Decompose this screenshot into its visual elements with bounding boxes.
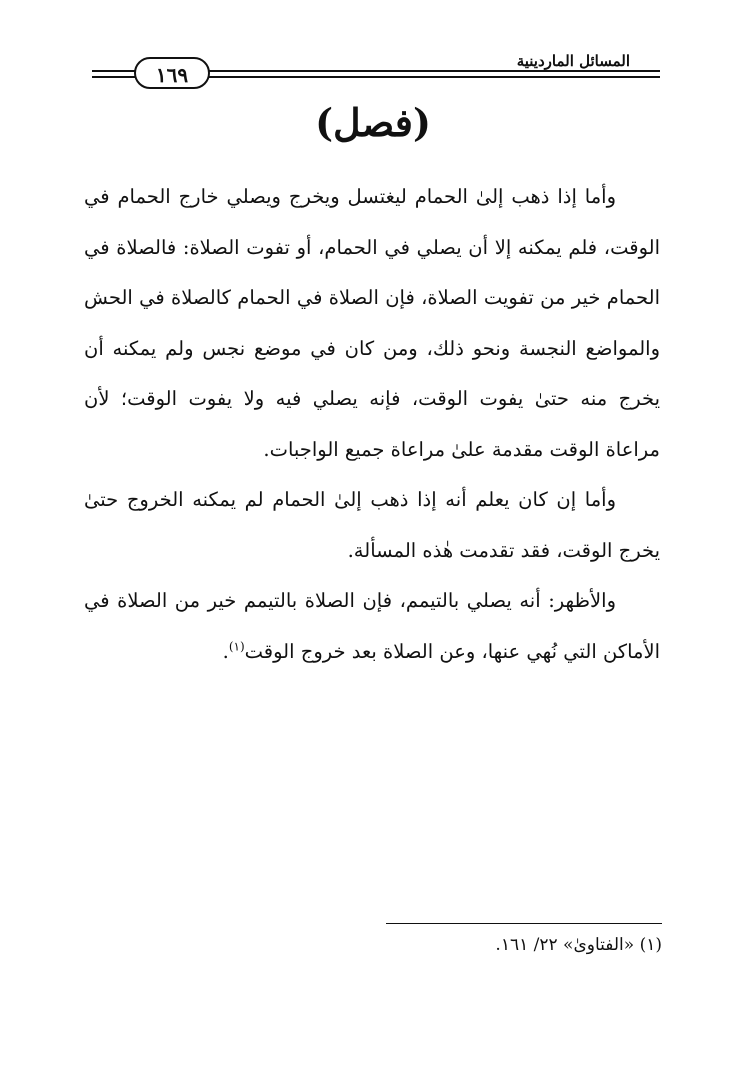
paragraph: وأما إن كان يعلم أنه إذا ذهب إلىٰ الحمام لم يمكنه الخروج حتىٰ يخرج الوقت، فقد تقدمت هٰذه المسألة. <box>84 488 660 562</box>
footnote-separator <box>386 923 662 924</box>
section-heading: (فصل) <box>315 100 431 145</box>
paragraph-text: والأظهر: أنه يصلي بالتيمم، فإن الصلاة بالتيمم خير من الصلاة في الأماكن التي نُهي عنها، وعن الصلاة بعد خروج الوقت <box>84 589 660 663</box>
running-title: المسائل الماردينية <box>509 52 638 70</box>
header-rule <box>202 70 660 72</box>
header-rule <box>202 76 660 78</box>
body-text <box>84 172 660 677</box>
page-header <box>92 52 660 96</box>
page-number: ١٦٩ <box>134 57 210 89</box>
paragraph-end: . <box>222 639 229 663</box>
footnote: (١) «الفتاوىٰ» ٢٢/ ١٦١. <box>495 935 662 955</box>
footnote-reference[interactable]: (١) <box>228 639 245 653</box>
paragraph <box>84 576 660 677</box>
paragraph: وأما إذا ذهب إلىٰ الحمام ليغتسل ويخرج ويصلي خارج الحمام في الوقت، فلم يمكنه إلا أن يصلي في الحمام، أو تفوت الصلاة: فالصلاة في الحمام خير من تفويت الصلاة، فإن الصلاة في الحمام كالصلاة في الحش والمواضع النجسة ونحو ذلك، ومن كان في موضع نجس ولم يمكنه أن يخرج منه حتىٰ يفوت الوقت، فإنه يصلي فيه ولا يفوت الوقت؛ لأن مراعاة الوقت مقدمة علىٰ مراعاة جميع الواجبات. <box>84 185 660 461</box>
